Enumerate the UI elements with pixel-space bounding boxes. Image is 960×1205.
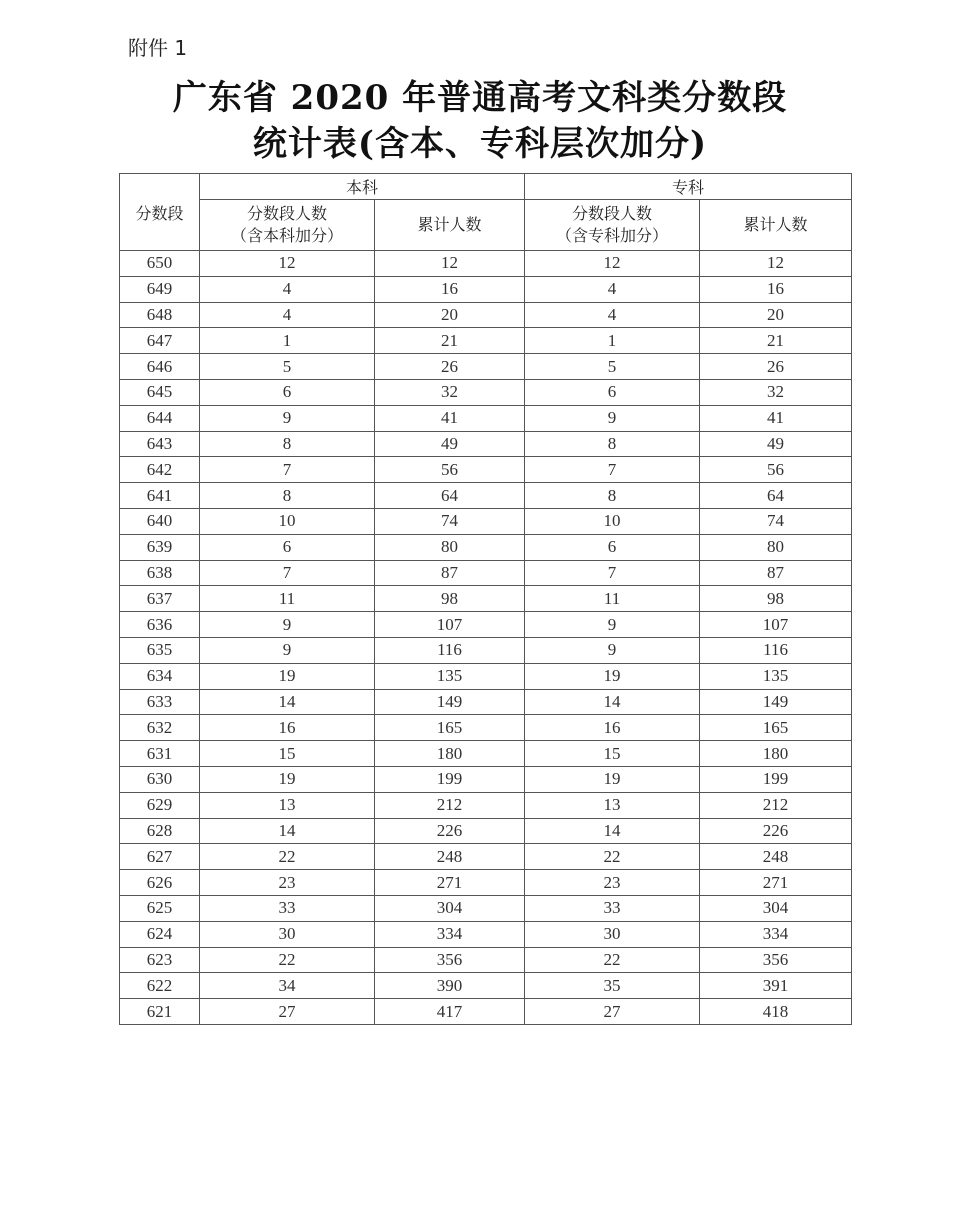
zhuanke-count-cell: 4 xyxy=(525,302,700,328)
benke-count-cell: 6 xyxy=(200,379,375,405)
zhuanke-count-cell: 30 xyxy=(525,921,700,947)
zhuanke-cumulative-cell: 304 xyxy=(700,895,852,921)
zhuanke-cumulative-cell: 12 xyxy=(700,251,852,277)
table-row xyxy=(120,766,852,792)
score-distribution-table xyxy=(119,173,852,1025)
zhuanke-count-cell: 1 xyxy=(525,328,700,354)
table-row xyxy=(120,921,852,947)
attachment-label: 附件 1 xyxy=(128,36,188,60)
table-row xyxy=(120,741,852,767)
table-row xyxy=(120,947,852,973)
table-row xyxy=(120,870,852,896)
document-title-line-2: 统计表(含本、专科层次加分) xyxy=(252,124,708,164)
zhuanke-cumulative-cell: 212 xyxy=(700,792,852,818)
score-cell: 639 xyxy=(120,534,200,560)
zhuanke-count-cell: 16 xyxy=(525,715,700,741)
benke-cumulative-cell: 180 xyxy=(375,741,525,767)
header-benke-count-line1: 分数段人数 xyxy=(246,204,327,223)
zhuanke-cumulative-cell: 248 xyxy=(700,844,852,870)
table-row xyxy=(120,354,852,380)
score-cell: 623 xyxy=(120,947,200,973)
table-row xyxy=(120,689,852,715)
zhuanke-count-cell: 8 xyxy=(525,483,700,509)
benke-count-cell: 30 xyxy=(200,921,375,947)
benke-cumulative-cell: 135 xyxy=(375,663,525,689)
benke-count-cell: 4 xyxy=(200,302,375,328)
zhuanke-cumulative-cell: 334 xyxy=(700,921,852,947)
score-cell: 626 xyxy=(120,870,200,896)
benke-count-cell: 14 xyxy=(200,818,375,844)
zhuanke-cumulative-cell: 149 xyxy=(700,689,852,715)
zhuanke-count-cell: 4 xyxy=(525,276,700,302)
benke-count-cell: 8 xyxy=(200,431,375,457)
table-row xyxy=(120,560,852,586)
zhuanke-cumulative-cell: 98 xyxy=(700,586,852,612)
table-row xyxy=(120,405,852,431)
zhuanke-count-cell: 14 xyxy=(525,689,700,715)
zhuanke-cumulative-cell: 391 xyxy=(700,973,852,999)
benke-count-cell: 8 xyxy=(200,483,375,509)
benke-count-cell: 9 xyxy=(200,405,375,431)
header-score-band: 分数段 xyxy=(120,174,200,251)
benke-count-cell: 34 xyxy=(200,973,375,999)
zhuanke-cumulative-cell: 356 xyxy=(700,947,852,973)
table-row xyxy=(120,276,852,302)
zhuanke-cumulative-cell: 165 xyxy=(700,715,852,741)
benke-cumulative-cell: 41 xyxy=(375,405,525,431)
benke-count-cell: 19 xyxy=(200,663,375,689)
score-cell: 644 xyxy=(120,405,200,431)
benke-count-cell: 15 xyxy=(200,741,375,767)
zhuanke-cumulative-cell: 64 xyxy=(700,483,852,509)
zhuanke-cumulative-cell: 87 xyxy=(700,560,852,586)
benke-cumulative-cell: 20 xyxy=(375,302,525,328)
zhuanke-count-cell: 22 xyxy=(525,844,700,870)
benke-cumulative-cell: 49 xyxy=(375,431,525,457)
header-benke-count-line2: （含本科加分） xyxy=(230,226,343,245)
benke-cumulative-cell: 212 xyxy=(375,792,525,818)
benke-cumulative-cell: 165 xyxy=(375,715,525,741)
zhuanke-count-cell: 33 xyxy=(525,895,700,921)
zhuanke-count-cell: 5 xyxy=(525,354,700,380)
benke-count-cell: 13 xyxy=(200,792,375,818)
benke-cumulative-cell: 12 xyxy=(375,251,525,277)
table-row xyxy=(120,431,852,457)
benke-count-cell: 16 xyxy=(200,715,375,741)
benke-cumulative-cell: 32 xyxy=(375,379,525,405)
zhuanke-count-cell: 6 xyxy=(525,534,700,560)
benke-cumulative-cell: 149 xyxy=(375,689,525,715)
zhuanke-count-cell: 13 xyxy=(525,792,700,818)
score-cell: 621 xyxy=(120,999,200,1025)
score-cell: 645 xyxy=(120,379,200,405)
benke-count-cell: 7 xyxy=(200,457,375,483)
zhuanke-cumulative-cell: 226 xyxy=(700,818,852,844)
score-cell: 641 xyxy=(120,483,200,509)
zhuanke-count-cell: 27 xyxy=(525,999,700,1025)
zhuanke-cumulative-cell: 49 xyxy=(700,431,852,457)
benke-cumulative-cell: 16 xyxy=(375,276,525,302)
score-cell: 628 xyxy=(120,818,200,844)
zhuanke-cumulative-cell: 135 xyxy=(700,663,852,689)
header-group-benke: 本科 xyxy=(200,174,525,200)
zhuanke-cumulative-cell: 107 xyxy=(700,612,852,638)
zhuanke-count-cell: 23 xyxy=(525,870,700,896)
score-cell: 624 xyxy=(120,921,200,947)
benke-count-cell: 6 xyxy=(200,534,375,560)
zhuanke-cumulative-cell: 116 xyxy=(700,637,852,663)
zhuanke-count-cell: 19 xyxy=(525,663,700,689)
score-cell: 634 xyxy=(120,663,200,689)
table-row xyxy=(120,612,852,638)
zhuanke-cumulative-cell: 418 xyxy=(700,999,852,1025)
score-cell: 635 xyxy=(120,637,200,663)
benke-count-cell: 23 xyxy=(200,870,375,896)
score-cell: 631 xyxy=(120,741,200,767)
zhuanke-cumulative-cell: 271 xyxy=(700,870,852,896)
score-cell: 638 xyxy=(120,560,200,586)
header-benke-count xyxy=(200,200,375,251)
benke-count-cell: 11 xyxy=(200,586,375,612)
table-row xyxy=(120,328,852,354)
table-body xyxy=(120,251,852,1025)
benke-cumulative-cell: 199 xyxy=(375,766,525,792)
score-cell: 650 xyxy=(120,251,200,277)
zhuanke-count-cell: 6 xyxy=(525,379,700,405)
zhuanke-count-cell: 15 xyxy=(525,741,700,767)
benke-cumulative-cell: 116 xyxy=(375,637,525,663)
score-cell: 630 xyxy=(120,766,200,792)
benke-cumulative-cell: 356 xyxy=(375,947,525,973)
score-cell: 622 xyxy=(120,973,200,999)
benke-count-cell: 5 xyxy=(200,354,375,380)
benke-cumulative-cell: 56 xyxy=(375,457,525,483)
score-cell: 643 xyxy=(120,431,200,457)
benke-cumulative-cell: 98 xyxy=(375,586,525,612)
zhuanke-count-cell: 35 xyxy=(525,973,700,999)
benke-count-cell: 9 xyxy=(200,637,375,663)
score-cell: 646 xyxy=(120,354,200,380)
benke-cumulative-cell: 107 xyxy=(375,612,525,638)
benke-cumulative-cell: 390 xyxy=(375,973,525,999)
benke-count-cell: 14 xyxy=(200,689,375,715)
zhuanke-count-cell: 9 xyxy=(525,637,700,663)
document-title-line-1: 广东省 2020 年普通高考文科类分数段 xyxy=(172,78,788,118)
table-row xyxy=(120,379,852,405)
table-row xyxy=(120,457,852,483)
benke-count-cell: 27 xyxy=(200,999,375,1025)
table-row xyxy=(120,508,852,534)
zhuanke-count-cell: 7 xyxy=(525,457,700,483)
zhuanke-cumulative-cell: 20 xyxy=(700,302,852,328)
zhuanke-cumulative-cell: 16 xyxy=(700,276,852,302)
zhuanke-count-cell: 11 xyxy=(525,586,700,612)
table-row xyxy=(120,818,852,844)
zhuanke-cumulative-cell: 26 xyxy=(700,354,852,380)
table-row xyxy=(120,534,852,560)
score-cell: 629 xyxy=(120,792,200,818)
score-cell: 648 xyxy=(120,302,200,328)
benke-cumulative-cell: 248 xyxy=(375,844,525,870)
score-cell: 633 xyxy=(120,689,200,715)
zhuanke-count-cell: 12 xyxy=(525,251,700,277)
zhuanke-count-cell: 8 xyxy=(525,431,700,457)
table-row xyxy=(120,302,852,328)
zhuanke-count-cell: 14 xyxy=(525,818,700,844)
benke-count-cell: 1 xyxy=(200,328,375,354)
benke-count-cell: 7 xyxy=(200,560,375,586)
benke-count-cell: 10 xyxy=(200,508,375,534)
benke-cumulative-cell: 74 xyxy=(375,508,525,534)
score-cell: 642 xyxy=(120,457,200,483)
zhuanke-cumulative-cell: 74 xyxy=(700,508,852,534)
score-cell: 627 xyxy=(120,844,200,870)
benke-count-cell: 22 xyxy=(200,947,375,973)
benke-cumulative-cell: 417 xyxy=(375,999,525,1025)
table-row xyxy=(120,895,852,921)
benke-cumulative-cell: 304 xyxy=(375,895,525,921)
table-row xyxy=(120,251,852,277)
score-cell: 632 xyxy=(120,715,200,741)
benke-cumulative-cell: 80 xyxy=(375,534,525,560)
table-row xyxy=(120,792,852,818)
table-row xyxy=(120,637,852,663)
zhuanke-count-cell: 9 xyxy=(525,612,700,638)
zhuanke-count-cell: 9 xyxy=(525,405,700,431)
benke-count-cell: 9 xyxy=(200,612,375,638)
benke-cumulative-cell: 21 xyxy=(375,328,525,354)
zhuanke-cumulative-cell: 32 xyxy=(700,379,852,405)
zhuanke-count-cell: 10 xyxy=(525,508,700,534)
zhuanke-cumulative-cell: 56 xyxy=(700,457,852,483)
benke-cumulative-cell: 87 xyxy=(375,560,525,586)
table-row xyxy=(120,483,852,509)
header-zhuanke-cumulative: 累计人数 xyxy=(700,200,852,251)
table-row xyxy=(120,999,852,1025)
header-zhuanke-count xyxy=(525,200,700,251)
benke-cumulative-cell: 64 xyxy=(375,483,525,509)
score-cell: 649 xyxy=(120,276,200,302)
zhuanke-cumulative-cell: 80 xyxy=(700,534,852,560)
table-row xyxy=(120,586,852,612)
header-zhuanke-count-line1: 分数段人数 xyxy=(572,204,653,223)
table-row xyxy=(120,844,852,870)
zhuanke-cumulative-cell: 41 xyxy=(700,405,852,431)
score-cell: 640 xyxy=(120,508,200,534)
header-benke-cumulative: 累计人数 xyxy=(375,200,525,251)
benke-count-cell: 33 xyxy=(200,895,375,921)
benke-count-cell: 22 xyxy=(200,844,375,870)
zhuanke-count-cell: 19 xyxy=(525,766,700,792)
benke-cumulative-cell: 226 xyxy=(375,818,525,844)
header-zhuanke-count-line2: （含专科加分） xyxy=(556,226,669,245)
zhuanke-cumulative-cell: 199 xyxy=(700,766,852,792)
zhuanke-cumulative-cell: 180 xyxy=(700,741,852,767)
table-row xyxy=(120,715,852,741)
benke-cumulative-cell: 334 xyxy=(375,921,525,947)
score-cell: 647 xyxy=(120,328,200,354)
score-cell: 625 xyxy=(120,895,200,921)
zhuanke-cumulative-cell: 21 xyxy=(700,328,852,354)
zhuanke-count-cell: 7 xyxy=(525,560,700,586)
benke-cumulative-cell: 271 xyxy=(375,870,525,896)
table-row xyxy=(120,973,852,999)
score-cell: 636 xyxy=(120,612,200,638)
score-cell: 637 xyxy=(120,586,200,612)
header-group-zhuanke: 专科 xyxy=(525,174,852,200)
benke-cumulative-cell: 26 xyxy=(375,354,525,380)
benke-count-cell: 19 xyxy=(200,766,375,792)
benke-count-cell: 12 xyxy=(200,251,375,277)
zhuanke-count-cell: 22 xyxy=(525,947,700,973)
table-row xyxy=(120,663,852,689)
benke-count-cell: 4 xyxy=(200,276,375,302)
